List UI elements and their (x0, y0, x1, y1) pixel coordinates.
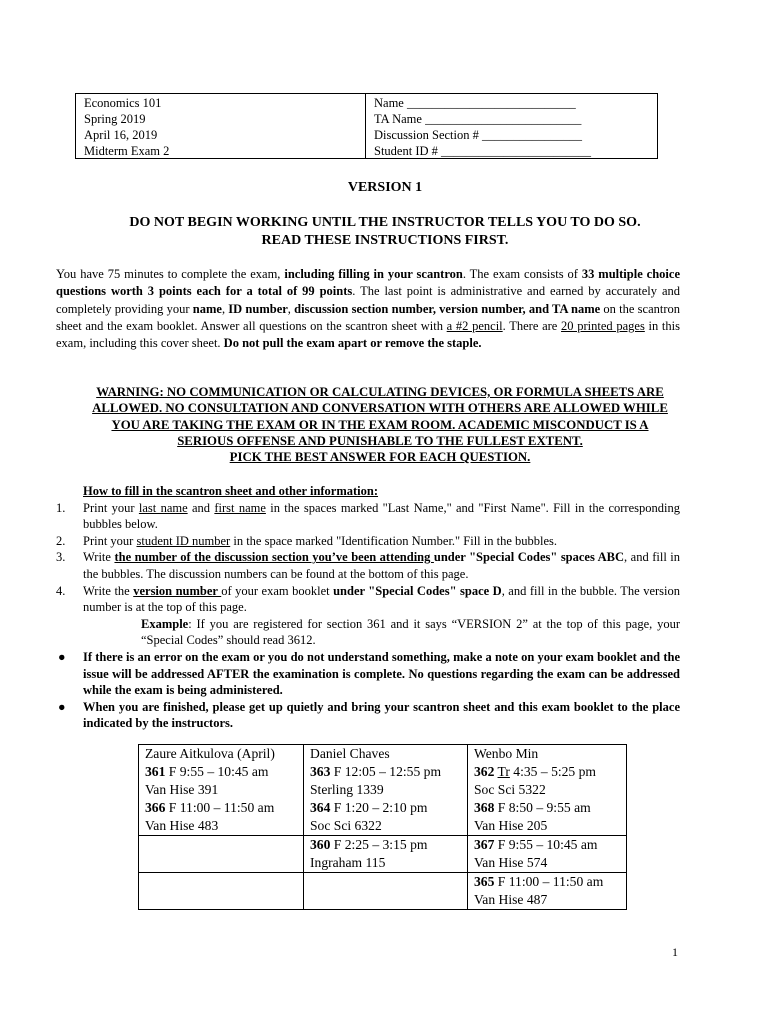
warning-line: SERIOUS OFFENSE AND PUNISHABLE TO THE FULLEST EXTENT. (177, 433, 583, 448)
section-entry: 361 F 9:55 – 10:45 am (145, 764, 269, 779)
section-room: Van Hise 574 (474, 855, 548, 870)
exam-date: April 16, 2019 (84, 128, 158, 142)
section-room: Ingraham 115 (310, 855, 386, 870)
discussion-section-field: Discussion Section # ________________ (374, 128, 582, 142)
instruction-item: 3. Write the number of the discussion section you’ve been attending under "Special Codes" spaces ABC, and fill in the bubbles. The discussion numbers can be found at the bottom of this page. (56, 550, 681, 581)
ta-name: Wenbo Min (474, 746, 539, 761)
section-room: Van Hise 205 (474, 818, 548, 833)
section-entry: 368 F 8:50 – 9:55 am (474, 800, 591, 815)
section-room: Van Hise 483 (145, 818, 219, 833)
bullet-item: ● If there is an error on the exam or you do not understand something, make a note on your exam booklet and the issue will be addressed AFTER the examination is complete. No questions regarding the exam can be addressed while the exam is being administered. (58, 649, 680, 698)
table-row (139, 873, 627, 910)
ta-cell (304, 745, 468, 836)
example-note: Example: If you are registered for section 361 and it says “VERSION 2” at the top of this page, your “Special Codes” should read 3612. (141, 616, 680, 648)
empty-cell (304, 873, 468, 910)
ta-cell (468, 836, 627, 873)
table-row (139, 836, 627, 873)
bullet-icon: ● (58, 699, 66, 714)
scantron-instructions (56, 483, 680, 732)
warning-line: ALLOWED. NO CONSULTATION AND CONVERSATION WITH OTHERS ARE ALLOWED WHILE (92, 401, 668, 416)
section-entry: 367 F 9:55 – 10:45 am (474, 837, 598, 852)
ta-name-field: TA Name _________________________ (374, 112, 582, 126)
discussion-sections-table (138, 744, 627, 910)
ta-name: Zaure Aitkulova (April) (145, 746, 275, 761)
name-field: Name ___________________________ (374, 96, 576, 110)
section-entry: 360 F 2:25 – 3:15 pm (310, 837, 428, 852)
ta-cell (304, 836, 468, 873)
bullet-item: ● When you are finished, please get up quietly and bring your scantron sheet and this exam booklet to the place indicated by the instructors. (58, 699, 680, 731)
ta-cell (139, 745, 304, 836)
warning-line: YOU ARE TAKING THE EXAM OR IN THE EXAM ROOM. ACADEMIC MISCONDUCT IS A (111, 417, 649, 432)
course-name: Economics 101 (84, 96, 162, 110)
section-entry: 362 Tr 4:35 – 5:25 pm (474, 764, 597, 779)
instruction-item: 1. Print your last name and first name in the spaces marked "Last Name," and "First Name". Fill in the corresponding bubbles below. (56, 500, 680, 532)
empty-cell (139, 873, 304, 910)
table-row (139, 745, 627, 836)
student-id-field: Student ID # ________________________ (374, 144, 592, 158)
intro-paragraph: You have 75 minutes to complete the exam, including filling in your scantron. The exam consists of 33 multiple choice questions worth 3 points each for a total of 99 points. The last point is administrative and earned by accurately and completely providing your name, ID number, discussion section number, version number, and TA name on the scantron sheet and the exam booklet. Answer all questions on the scantron sheet with a #2 pencil. There are 20 printed pages in this exam, including this cover sheet. Do not pull the exam apart or remove the staple. (56, 267, 681, 351)
student-info-fields (366, 94, 591, 158)
version-title: VERSION 1 (347, 180, 423, 195)
warning-block (56, 384, 704, 465)
instruction-title (0, 214, 770, 250)
empty-cell (139, 836, 304, 873)
course-info (76, 94, 366, 158)
ta-cell (468, 873, 627, 910)
instruction-title-line: DO NOT BEGIN WORKING UNTIL THE INSTRUCTOR TELLS YOU TO DO SO. (129, 215, 641, 230)
instruction-item: 2. Print your student ID number in the space marked "Identification Number." Fill in the bubbles. (56, 533, 558, 548)
section-room: Van Hise 391 (145, 782, 219, 797)
exam-header-box (75, 93, 658, 159)
term: Spring 2019 (84, 112, 146, 126)
section-entry: 366 F 11:00 – 11:50 am (145, 800, 275, 815)
section-room: Soc Sci 5322 (474, 782, 546, 797)
warning-line: WARNING: NO COMMUNICATION OR CALCULATING DEVICES, OR FORMULA SHEETS ARE (96, 385, 664, 399)
section-room: Van Hise 487 (474, 892, 548, 907)
warning-line: PICK THE BEST ANSWER FOR EACH QUESTION. (229, 450, 531, 465)
page-number: 1 (672, 945, 678, 959)
section-room: Sterling 1339 (310, 782, 384, 797)
instruction-item: 4. Write the version number of your exam booklet under "Special Codes" space D, and fill in the bubble. The version number is at the top of this page. (56, 583, 681, 615)
ta-name: Daniel Chaves (310, 746, 390, 761)
section-entry: 365 F 11:00 – 11:50 am (474, 874, 604, 889)
section-entry: 364 F 1:20 – 2:10 pm (310, 800, 428, 815)
howto-title: How to fill in the scantron sheet and other information: (83, 484, 379, 498)
instruction-title-line: READ THESE INSTRUCTIONS FIRST. (261, 233, 509, 248)
ta-cell (468, 745, 627, 836)
section-room: Soc Sci 6322 (310, 818, 382, 833)
exam-name: Midterm Exam 2 (84, 144, 170, 158)
section-entry: 363 F 12:05 – 12:55 pm (310, 764, 442, 779)
bullet-icon: ● (58, 649, 66, 664)
